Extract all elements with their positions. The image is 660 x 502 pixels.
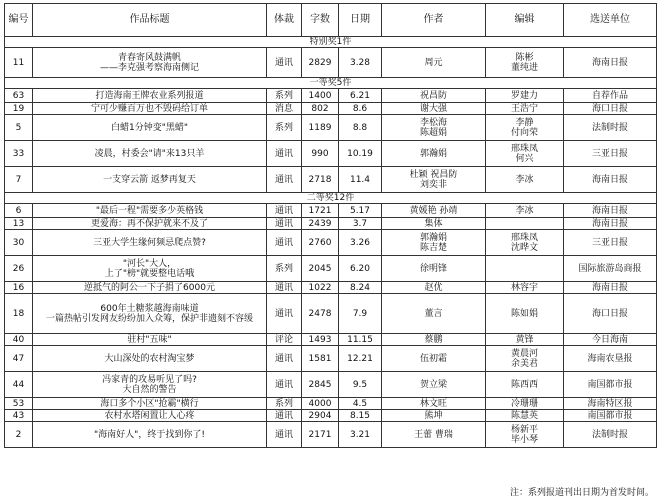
section-title: 特别奖1件 bbox=[5, 37, 657, 48]
cell-title: 更爱海：再不保护就来不及了 bbox=[33, 218, 267, 230]
cell-editor: 陈慧英 bbox=[486, 410, 564, 422]
cell-genre: 通讯 bbox=[267, 48, 302, 78]
section-row bbox=[5, 37, 657, 48]
header-cell: 日期 bbox=[339, 4, 382, 37]
cell-title: 青春寄风鼓满帆 ——李克强考察海南侧记 bbox=[33, 48, 267, 78]
cell-author: 周元 bbox=[382, 48, 486, 78]
header-cell: 体裁 bbox=[267, 4, 302, 37]
cell-genre: 系列 bbox=[267, 89, 302, 103]
cell-words: 2478 bbox=[302, 294, 339, 334]
header-cell: 编号 bbox=[5, 4, 33, 37]
cell-words: 1400 bbox=[302, 89, 339, 103]
cell-genre: 通讯 bbox=[267, 141, 302, 167]
cell-words: 2845 bbox=[302, 372, 339, 398]
table-row bbox=[5, 398, 657, 410]
cell-unit: 海南日报 bbox=[564, 48, 657, 78]
cell-date: 3.21 bbox=[339, 422, 382, 448]
cell-id: 19 bbox=[5, 103, 33, 115]
table-row bbox=[5, 372, 657, 398]
cell-id: 5 bbox=[5, 115, 33, 141]
cell-unit: 海南日报 bbox=[564, 282, 657, 294]
table-row bbox=[5, 115, 657, 141]
cell-title: 冯家青的攻易听见了吗? 大自然的警告 bbox=[33, 372, 267, 398]
cell-editor: 黄晨河 余美君 bbox=[486, 346, 564, 372]
cell-words: 2171 bbox=[302, 422, 339, 448]
cell-genre: 通讯 bbox=[267, 218, 302, 230]
cell-id: 30 bbox=[5, 230, 33, 256]
cell-id: 7 bbox=[5, 167, 33, 193]
cell-words: 1189 bbox=[302, 115, 339, 141]
cell-author: 郭瀚娟 陈吉楚 bbox=[382, 230, 486, 256]
cell-editor: 冷珊珊 bbox=[486, 398, 564, 410]
cell-genre: 通讯 bbox=[267, 422, 302, 448]
cell-editor: 邢珠凤 沈晔文 bbox=[486, 230, 564, 256]
table-row bbox=[5, 204, 657, 218]
cell-id: 40 bbox=[5, 334, 33, 346]
table-row bbox=[5, 282, 657, 294]
cell-editor bbox=[486, 256, 564, 282]
cell-id: 43 bbox=[5, 410, 33, 422]
cell-words: 2045 bbox=[302, 256, 339, 282]
cell-title: 海口多个小区"抢霸"横行 bbox=[33, 398, 267, 410]
cell-unit: 三亚日报 bbox=[564, 141, 657, 167]
section-title: 一等奖5件 bbox=[5, 78, 657, 89]
cell-words: 802 bbox=[302, 103, 339, 115]
cell-title: 一支穿云箭 返梦再复天 bbox=[33, 167, 267, 193]
cell-genre: 通讯 bbox=[267, 230, 302, 256]
header-cell: 作品标题 bbox=[33, 4, 267, 37]
table-row bbox=[5, 89, 657, 103]
table-row bbox=[5, 256, 657, 282]
cell-author: 蔡鹏 bbox=[382, 334, 486, 346]
cell-title: 凌晨，村委会"请"来13只羊 bbox=[33, 141, 267, 167]
cell-id: 13 bbox=[5, 218, 33, 230]
header-row bbox=[5, 4, 657, 37]
cell-genre: 评论 bbox=[267, 334, 302, 346]
cell-author: 徐明锋 bbox=[382, 256, 486, 282]
cell-unit: 南国都市报 bbox=[564, 372, 657, 398]
cell-date: 8.6 bbox=[339, 103, 382, 115]
cell-words: 2760 bbox=[302, 230, 339, 256]
cell-id: 44 bbox=[5, 372, 33, 398]
cell-author: 林文旺 bbox=[382, 398, 486, 410]
cell-date: 8.24 bbox=[339, 282, 382, 294]
cell-date: 3.7 bbox=[339, 218, 382, 230]
cell-id: 16 bbox=[5, 282, 33, 294]
cell-title: 农村水塔闲置让人心疼 bbox=[33, 410, 267, 422]
cell-date: 3.26 bbox=[339, 230, 382, 256]
cell-unit: 自荐作品 bbox=[564, 89, 657, 103]
cell-id: 53 bbox=[5, 398, 33, 410]
cell-author: 黄媛艳 孙靖 bbox=[382, 204, 486, 218]
cell-unit: 国际旅游岛商报 bbox=[564, 256, 657, 282]
cell-title: 三亚大学生缘何频忌爬点赞? bbox=[33, 230, 267, 256]
cell-genre: 系列 bbox=[267, 256, 302, 282]
cell-date: 11.15 bbox=[339, 334, 382, 346]
cell-editor: 邢珠凤 何兴 bbox=[486, 141, 564, 167]
cell-id: 6 bbox=[5, 204, 33, 218]
table-row bbox=[5, 230, 657, 256]
cell-id: 33 bbox=[5, 141, 33, 167]
table-row bbox=[5, 48, 657, 78]
cell-editor: 陈彬 董纯进 bbox=[486, 48, 564, 78]
cell-date: 11.4 bbox=[339, 167, 382, 193]
cell-author: 祝昌防 bbox=[382, 89, 486, 103]
cell-editor: 陈西西 bbox=[486, 372, 564, 398]
cell-words: 1721 bbox=[302, 204, 339, 218]
cell-unit: 海口日报 bbox=[564, 103, 657, 115]
cell-words: 4000 bbox=[302, 398, 339, 410]
header-cell: 作者 bbox=[382, 4, 486, 37]
cell-unit: 海南日报 bbox=[564, 167, 657, 193]
cell-author: 熊坤 bbox=[382, 410, 486, 422]
cell-genre: 系列 bbox=[267, 398, 302, 410]
table-body bbox=[5, 37, 657, 448]
cell-editor: 李静 付向荣 bbox=[486, 115, 564, 141]
cell-date: 12.21 bbox=[339, 346, 382, 372]
cell-author: 伍初霜 bbox=[382, 346, 486, 372]
cell-editor: 李冰 bbox=[486, 167, 564, 193]
cell-title: 600年土糖浆越海南味道 一篇热帖引发网友纷纷加入众筹，保护非遗刻不容缓 bbox=[33, 294, 267, 334]
table-row bbox=[5, 103, 657, 115]
cell-title: 逆抵气的阿公一下子捐了6000元 bbox=[33, 282, 267, 294]
cell-date: 8.8 bbox=[339, 115, 382, 141]
cell-unit: 三亚日报 bbox=[564, 230, 657, 256]
section-title: 二等奖12件 bbox=[5, 193, 657, 204]
cell-genre: 通讯 bbox=[267, 167, 302, 193]
cell-date: 3.28 bbox=[339, 48, 382, 78]
cell-id: 47 bbox=[5, 346, 33, 372]
table-row bbox=[5, 346, 657, 372]
table-row bbox=[5, 334, 657, 346]
cell-genre: 通讯 bbox=[267, 346, 302, 372]
cell-genre: 通讯 bbox=[267, 294, 302, 334]
cell-author: 郭瀚娟 bbox=[382, 141, 486, 167]
cell-words: 990 bbox=[302, 141, 339, 167]
cell-title: 宁可少赚百万也不毁码给订单 bbox=[33, 103, 267, 115]
cell-date: 7.9 bbox=[339, 294, 382, 334]
cell-date: 6.20 bbox=[339, 256, 382, 282]
header-cell: 字数 bbox=[302, 4, 339, 37]
section-row bbox=[5, 78, 657, 89]
cell-words: 2718 bbox=[302, 167, 339, 193]
table-row bbox=[5, 218, 657, 230]
cell-words: 2904 bbox=[302, 410, 339, 422]
cell-date: 5.17 bbox=[339, 204, 382, 218]
cell-author: 董言 bbox=[382, 294, 486, 334]
cell-author: 王蕾 曹瑞 bbox=[382, 422, 486, 448]
cell-author: 集体 bbox=[382, 218, 486, 230]
cell-genre: 系列 bbox=[267, 115, 302, 141]
cell-unit: 法制时报 bbox=[564, 115, 657, 141]
cell-unit: 海南特区报 bbox=[564, 398, 657, 410]
cell-title: "河长"大人， 上了"榜"就要整电话哦 bbox=[33, 256, 267, 282]
cell-author: 谢大强 bbox=[382, 103, 486, 115]
cell-title: 打造海南王牌农业系列报道 bbox=[33, 89, 267, 103]
cell-title: 驻村"五味" bbox=[33, 334, 267, 346]
award-table bbox=[4, 3, 657, 448]
cell-unit: 南国都市报 bbox=[564, 410, 657, 422]
cell-unit: 今日海南 bbox=[564, 334, 657, 346]
cell-title: "最后一程"需要多少英格钱 bbox=[33, 204, 267, 218]
cell-unit: 海南农垦报 bbox=[564, 346, 657, 372]
cell-editor: 陈如娟 bbox=[486, 294, 564, 334]
cell-editor: 罗建力 bbox=[486, 89, 564, 103]
cell-id: 11 bbox=[5, 48, 33, 78]
section-row bbox=[5, 193, 657, 204]
cell-id: 18 bbox=[5, 294, 33, 334]
cell-title: 白蜡1分钟变"黑蜡" bbox=[33, 115, 267, 141]
cell-title: "海南好人"，终于找到你了! bbox=[33, 422, 267, 448]
table-row bbox=[5, 422, 657, 448]
cell-date: 8.15 bbox=[339, 410, 382, 422]
cell-words: 1581 bbox=[302, 346, 339, 372]
cell-id: 26 bbox=[5, 256, 33, 282]
table-row bbox=[5, 141, 657, 167]
cell-words: 2829 bbox=[302, 48, 339, 78]
cell-editor: 黄锋 bbox=[486, 334, 564, 346]
cell-author: 贺立梁 bbox=[382, 372, 486, 398]
table-row bbox=[5, 167, 657, 193]
cell-editor: 李冰 bbox=[486, 204, 564, 218]
cell-unit: 海南日报 bbox=[564, 204, 657, 218]
cell-genre: 通讯 bbox=[267, 282, 302, 294]
cell-date: 10.19 bbox=[339, 141, 382, 167]
cell-id: 2 bbox=[5, 422, 33, 448]
cell-author: 赵优 bbox=[382, 282, 486, 294]
cell-date: 9.5 bbox=[339, 372, 382, 398]
cell-unit: 海南日报 bbox=[564, 218, 657, 230]
cell-genre: 通讯 bbox=[267, 410, 302, 422]
footnote: 注：系列报道刊出日期为首发时间。 bbox=[509, 488, 654, 498]
cell-editor: 杨新平 毕小琴 bbox=[486, 422, 564, 448]
cell-words: 2439 bbox=[302, 218, 339, 230]
cell-genre: 通讯 bbox=[267, 204, 302, 218]
cell-author: 李松海 陈超娟 bbox=[382, 115, 486, 141]
cell-editor: 林容宇 bbox=[486, 282, 564, 294]
cell-words: 1493 bbox=[302, 334, 339, 346]
cell-id: 63 bbox=[5, 89, 33, 103]
cell-date: 6.21 bbox=[339, 89, 382, 103]
cell-unit: 法制时报 bbox=[564, 422, 657, 448]
cell-title: 大山深处的农村淘宝梦 bbox=[33, 346, 267, 372]
cell-words: 1022 bbox=[302, 282, 339, 294]
cell-author: 杜颖 祝昌防 刘奕非 bbox=[382, 167, 486, 193]
header-cell: 选送单位 bbox=[564, 4, 657, 37]
cell-genre: 通讯 bbox=[267, 372, 302, 398]
cell-date: 4.5 bbox=[339, 398, 382, 410]
cell-editor bbox=[486, 218, 564, 230]
table-row bbox=[5, 410, 657, 422]
cell-genre: 消息 bbox=[267, 103, 302, 115]
header-cell: 编辑 bbox=[486, 4, 564, 37]
table-row bbox=[5, 294, 657, 334]
cell-editor: 王浩宁 bbox=[486, 103, 564, 115]
cell-unit: 海口日报 bbox=[564, 294, 657, 334]
